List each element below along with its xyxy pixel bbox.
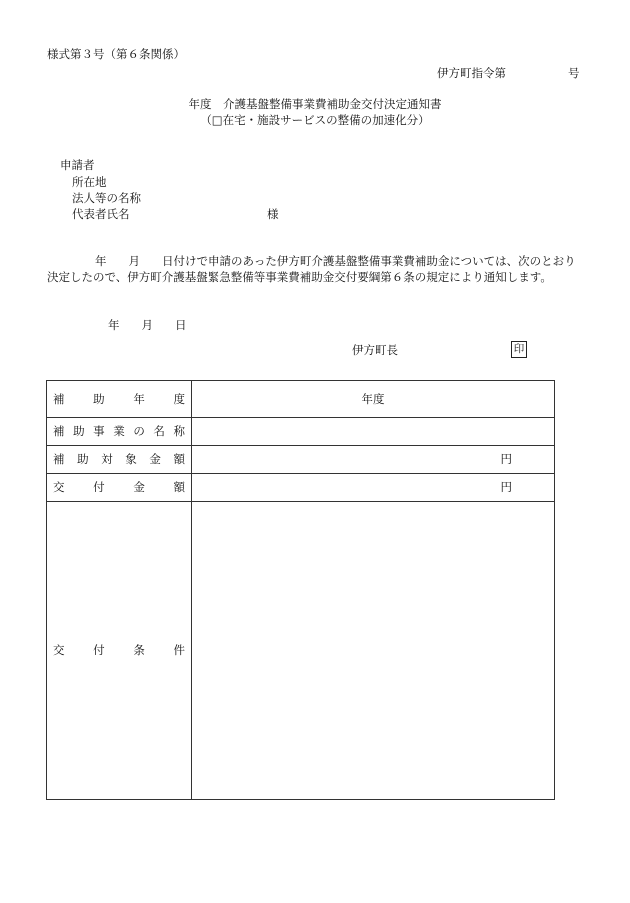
row-label-grant-amount: 交 付 金 額 [47, 474, 192, 502]
row-label-eligible-amount: 補 助 対 象 金 額 [47, 446, 192, 474]
row-value-grant-amount: 円 [192, 474, 555, 502]
grant-details-table [46, 380, 555, 800]
document-number-line [437, 66, 580, 80]
notice-date [108, 318, 187, 332]
seal-stamp: 印 [511, 341, 527, 358]
row-value-grant-conditions [192, 502, 555, 800]
notice-body [47, 254, 587, 286]
date-month: 月 [141, 318, 153, 332]
row-label-grant-conditions: 交 付 条 件 [47, 502, 192, 800]
applicant-honorific: 様 [267, 207, 279, 221]
row-label-project-name: 補 助 事 業 の 名 称 [47, 418, 192, 446]
table-row [47, 446, 555, 474]
row-value-eligible-amount: 円 [192, 446, 555, 474]
table-row [47, 474, 555, 502]
body-year: 年 [95, 254, 107, 268]
applicant-address-label: 所在地 [72, 175, 107, 189]
document-number-suffix: 号 [568, 66, 580, 80]
document-number-prefix: 伊方町指令第 [437, 66, 506, 80]
issuer-name: 伊方町長 [352, 343, 398, 357]
table-row [47, 381, 555, 418]
document-title: 年度 介護基盤整備事業費補助金交付決定通知書 [188, 97, 442, 111]
applicant-heading: 申請者 [60, 158, 95, 172]
applicant-representative-label: 代表者氏名 [72, 207, 130, 221]
row-value-grant-year: 年度 [192, 381, 555, 418]
document-subtitle: （□在宅・施設サービスの整備の加速化分） [200, 113, 430, 127]
table-row [47, 502, 555, 800]
form-number: 様式第３号（第６条関係） [47, 47, 185, 61]
date-day: 日 [175, 318, 187, 332]
date-year: 年 [108, 318, 120, 332]
row-label-grant-year: 補 助 年 度 [47, 381, 192, 418]
body-text: 日付けで申請のあった伊方町介護基盤整備事業費補助金については、次のとおり決定したので、伊方町介護基盤緊急整備等事業費補助金交付要綱第６条の規定により通知します。 [47, 254, 576, 284]
row-value-project-name [192, 418, 555, 446]
body-month: 月 [128, 254, 140, 268]
applicant-corp-label: 法人等の名称 [72, 191, 141, 205]
table-row [47, 418, 555, 446]
